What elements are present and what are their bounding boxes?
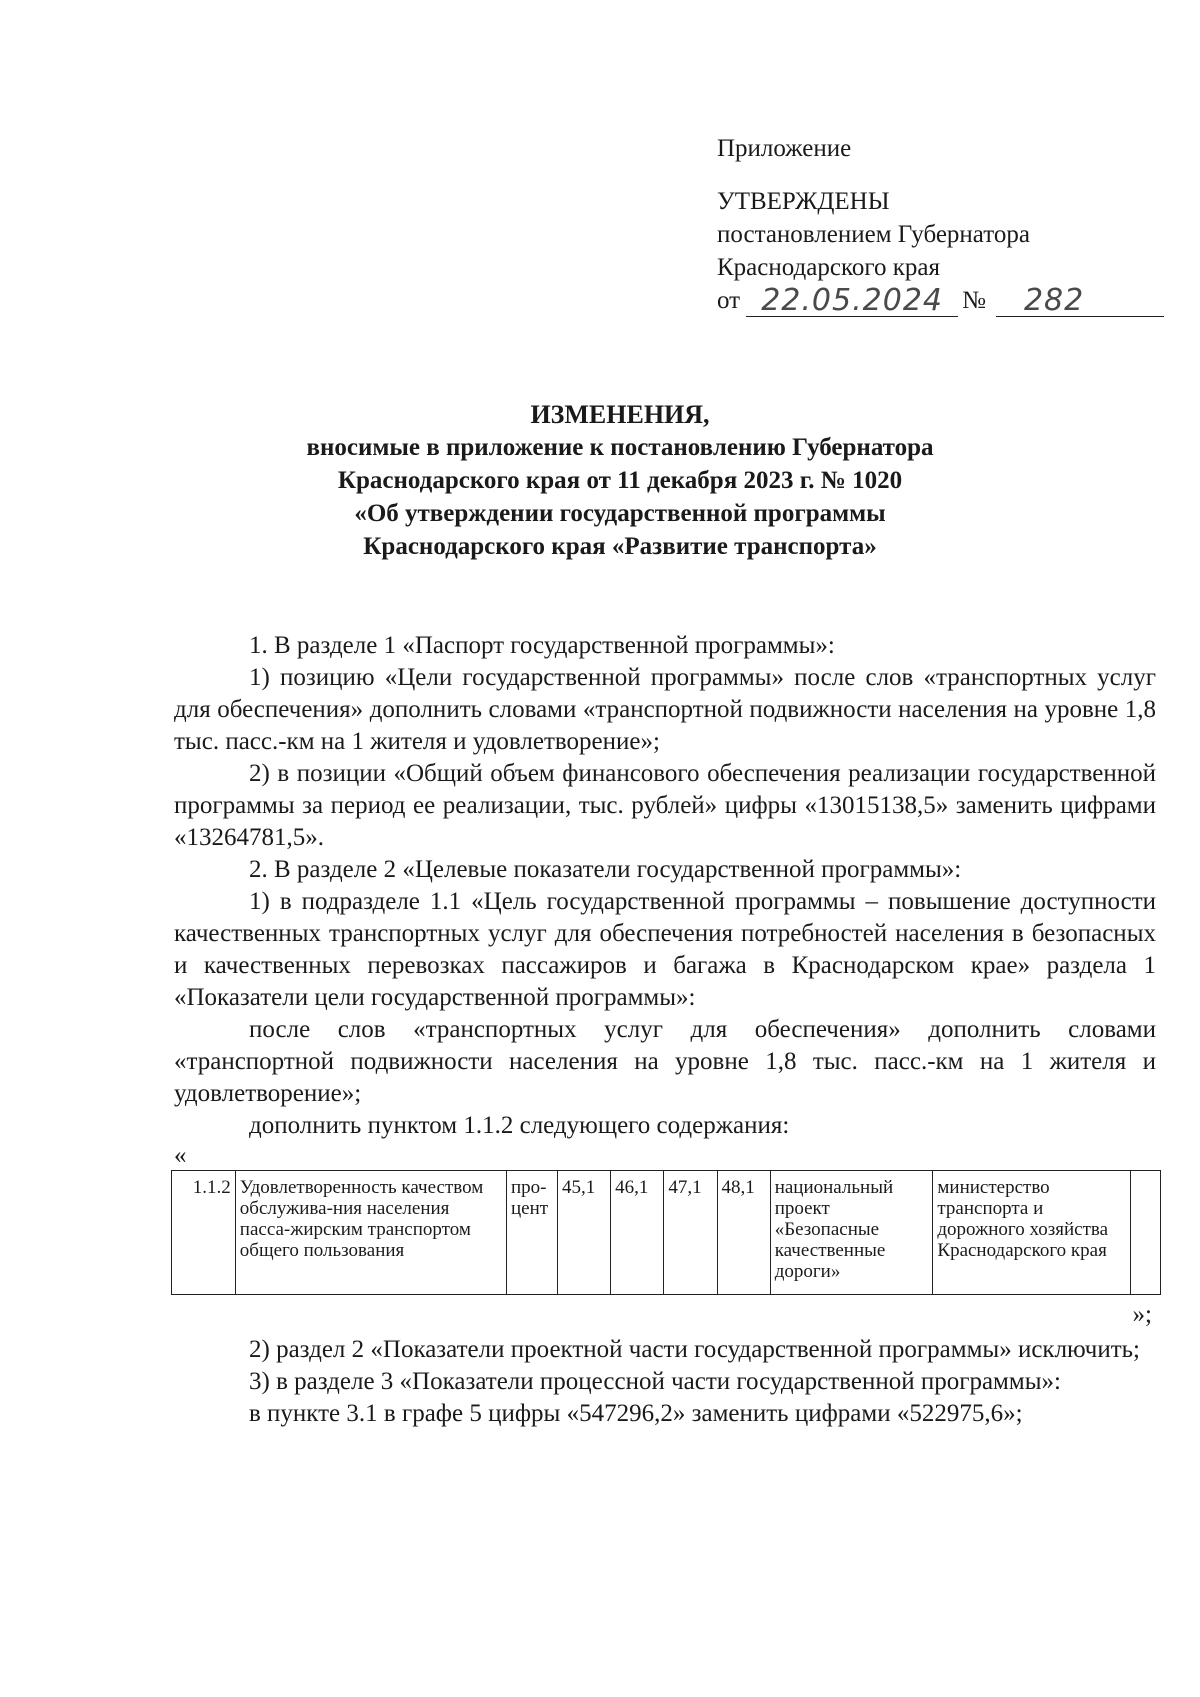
title-line-3: Краснодарского края от 11 декабря 2023 г. № 1020 — [337, 467, 903, 494]
date-number-line — [717, 284, 1164, 317]
appendix-label: Приложение — [717, 135, 852, 162]
document-title — [170, 398, 1070, 563]
cell-extra — [1131, 1171, 1161, 1295]
approval-block — [717, 132, 1164, 317]
paragraph-5: 1) в подразделе 1.1 «Цель государственной программы – повышение доступности качественных транспортных услуг для обеспечения потребностей населения в безопасных и качественных перевозках пассажиров и багажа в Краснодарском крае» раздела 1 «Показатели цели государственной программы»: — [174, 888, 1156, 1011]
cell-ministry: министерство транспорта и дорожного хозяйства Краснодарского края — [933, 1171, 1131, 1295]
paragraph-10: в пункте 3.1 в графе 5 цифры «547296,2» заменить цифрами «522975,6»; — [249, 1400, 1023, 1427]
quote-open-mark: « — [174, 1142, 187, 1169]
table-row — [172, 1171, 1161, 1295]
number-label: № — [962, 287, 986, 314]
paragraph-8: 2) раздел 2 «Показатели проектной части государственной программы» исключить; — [249, 1336, 1140, 1363]
paragraph-6: после слов «транспортных услуг для обеспечения» дополнить словами «транспортной подвижности населения на уровне 1,8 тыс. пасс.-км на 1 жителя и удовлетворение»; — [174, 1016, 1156, 1107]
cell-value-3: 47,1 — [664, 1171, 717, 1295]
inserted-indicator-table — [171, 1170, 1161, 1295]
cell-value-4: 48,1 — [717, 1171, 770, 1295]
approved-by-line1: постановлением Губернатора — [717, 221, 1030, 248]
document-body — [174, 630, 1156, 1430]
cell-indicator-name: Удовлетворенность качеством обслужива-ния населения пасса-жирским транспортом общего пользования — [235, 1171, 506, 1295]
title-line-1: ИЗМЕНЕНИЯ, — [530, 400, 710, 429]
from-label: от — [717, 287, 741, 314]
approved-by-line2: Краснодарского края — [717, 254, 940, 281]
quote-close-mark: »; — [1132, 1301, 1152, 1328]
title-line-5: Краснодарского края «Развитие транспорта» — [363, 533, 877, 560]
cell-unit: про-цент — [506, 1171, 557, 1295]
paragraph-3: 2) в позиции «Общий объем финансового обеспечения реализации государственной программы за период ее реализации, тыс. рублей» цифры «13015138,5» заменить цифрами «13264781,5». — [174, 760, 1156, 851]
approved-label: УТВЕРЖДЕНЫ — [717, 188, 890, 215]
paragraph-2: 1) позицию «Цели государственной программы» после слов «транспортных услуг для обеспечения» дополнить словами «транспортной подвижности населения на уровне 1,8 тыс. пасс.-км на 1 жителя и удовлетворение»; — [174, 664, 1156, 755]
paragraph-1: 1. В разделе 1 «Паспорт государственной программы»: — [249, 632, 835, 659]
cell-project: национальный проект «Безопасные качественные дороги» — [770, 1171, 933, 1295]
title-line-4: «Об утверждении государственной программы — [354, 500, 886, 527]
cell-item-number: 1.1.2 — [172, 1171, 236, 1295]
paragraph-9: 3) в разделе 3 «Показатели процессной части государственной программы»: — [249, 1368, 1061, 1395]
cell-value-1: 45,1 — [558, 1171, 611, 1295]
handwritten-date: 22.05.2024 — [746, 286, 958, 317]
title-line-2: вносимые в приложение к постановлению Губернатора — [306, 434, 934, 461]
cell-value-2: 46,1 — [611, 1171, 664, 1295]
paragraph-7: дополнить пунктом 1.1.2 следующего содержания: — [249, 1112, 790, 1139]
paragraph-4: 2. В разделе 2 «Целевые показатели государственной программы»: — [249, 856, 962, 883]
handwritten-number: 282 — [996, 286, 1164, 317]
